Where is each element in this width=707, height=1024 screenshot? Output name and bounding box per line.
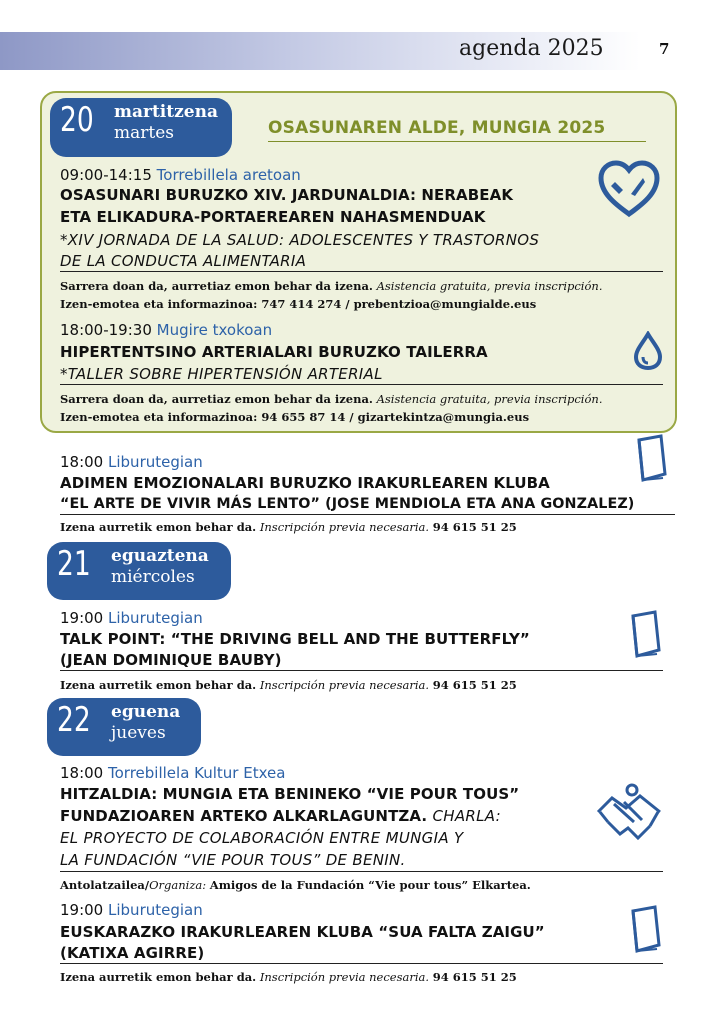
event-title: HITZALDIA: MUNGIA ETA BENINEKO “VIE POUR TOUS” bbox=[60, 785, 520, 803]
event-title: FUNDAZIOAREN ARTEKO ALKARLAGUNTZA. CHARLA: bbox=[60, 807, 501, 825]
event-subtitle: *TALLER SOBRE HIPERTENSIÓN ARTERIAL bbox=[60, 365, 383, 383]
series-underline bbox=[268, 141, 646, 142]
book-icon bbox=[633, 434, 669, 484]
page-number: 7 bbox=[659, 40, 670, 58]
event-title: HIPERTENTSINO ARTERIALARI BURUZKO TAILERRA bbox=[60, 343, 488, 361]
day-name-eu: martitzena bbox=[114, 102, 218, 122]
event-place: Liburutegian bbox=[108, 609, 203, 627]
event-time: 19:00 Liburutegian bbox=[60, 901, 203, 919]
event-title: OSASUNARI BURUZKO XIV. JARDUNALDIA: NERABEAK bbox=[60, 186, 514, 204]
series-title: OSASUNAREN ALDE, MUNGIA 2025 bbox=[268, 118, 606, 138]
day-name-es: miércoles bbox=[111, 567, 195, 587]
day-name-es: jueves bbox=[111, 723, 166, 743]
day-name-es: martes bbox=[114, 123, 174, 143]
event-place: Liburutegian bbox=[108, 453, 203, 471]
event-time: 18:00 Torrebillela Kultur Etxea bbox=[60, 764, 286, 782]
event-place: Torrebillela aretoan bbox=[156, 166, 301, 184]
event-title: TALK POINT: “THE DRIVING BELL AND THE BUTTERFLY” bbox=[60, 630, 530, 648]
day-number: 21 bbox=[57, 544, 91, 584]
divider bbox=[60, 384, 663, 385]
handshake-icon bbox=[594, 782, 664, 848]
day-name-eu: eguaztena bbox=[111, 546, 209, 566]
day-badge-22 bbox=[47, 698, 201, 756]
divider bbox=[60, 670, 663, 671]
event-note: Izena aurretik emon behar da. Inscripción previa necesaria. 94 615 51 25 bbox=[60, 520, 517, 534]
event-subtitle: DE LA CONDUCTA ALIMENTARIA bbox=[60, 252, 307, 270]
book-icon bbox=[627, 610, 663, 660]
event-title: EUSKARAZKO IRAKURLEAREN KLUBA “SUA FALTA ZAIGU” bbox=[60, 923, 545, 941]
event-title: ADIMEN EMOZIONALARI BURUZKO IRAKURLEAREN KLUBA bbox=[60, 474, 550, 492]
event-place: Liburutegian bbox=[108, 901, 203, 919]
event-title: ETA ELIKADURA-PORTAEREAREN NAHASMENDUAK bbox=[60, 208, 486, 226]
event-subtitle: LA FUNDACIÓN “VIE POUR TOUS” DE BENIN. bbox=[60, 851, 406, 869]
page-header-title: agenda 2025 bbox=[459, 36, 604, 61]
divider bbox=[60, 871, 663, 872]
book-icon bbox=[627, 905, 663, 955]
event-time: 18:00 Liburutegian bbox=[60, 453, 203, 471]
day-number: 22 bbox=[57, 700, 91, 740]
event-subtitle: EL PROYECTO DE COLABORACIÓN ENTRE MUNGIA Y bbox=[60, 829, 464, 847]
event-place: Torrebillela Kultur Etxea bbox=[108, 764, 286, 782]
event-note: Sarrera doan da, aurretiaz emon behar da izena. Asistencia gratuita, previa inscripción. bbox=[60, 392, 603, 406]
event-note: Sarrera doan da, aurretiaz emon behar da izena. Asistencia gratuita, previa inscripción. bbox=[60, 279, 603, 293]
event-time: 09:00-14:15 Torrebillela aretoan bbox=[60, 166, 301, 184]
event-contact: Izen-emotea eta informazinoa: 747 414 274 / prebentzioa@mungialde.eus bbox=[60, 297, 537, 311]
event-title: (JEAN DOMINIQUE BAUBY) bbox=[60, 651, 282, 669]
divider bbox=[60, 514, 675, 515]
divider bbox=[60, 271, 663, 272]
event-time: 19:00 Liburutegian bbox=[60, 609, 203, 627]
day-number: 20 bbox=[60, 100, 94, 140]
event-subtitle: *XIV JORNADA DE LA SALUD: ADOLESCENTES Y TRASTORNOS bbox=[60, 231, 540, 249]
event-title: (KATIXA AGIRRE) bbox=[60, 944, 205, 962]
event-organizer: Antolatzailea/Organiza: Amigos de la Fundación “Vie pour tous” Elkartea. bbox=[60, 878, 531, 892]
heart-fork-knife-icon bbox=[597, 160, 661, 218]
event-place: Mugire txokoan bbox=[156, 321, 273, 339]
day-badge-20 bbox=[50, 98, 232, 157]
event-note: Izena aurretik emon behar da. Inscripción previa necesaria. 94 615 51 25 bbox=[60, 970, 517, 984]
event-time: 18:00-19:30 Mugire txokoan bbox=[60, 321, 273, 339]
day-badge-21 bbox=[47, 542, 231, 600]
divider bbox=[60, 963, 663, 964]
event-note: Izena aurretik emon behar da. Inscripción previa necesaria. 94 615 51 25 bbox=[60, 678, 517, 692]
day-name-eu: eguena bbox=[111, 702, 181, 722]
event-title: “EL ARTE DE VIVIR MÁS LENTO” (JOSE MENDIOLA ETA ANA GONZALEZ) bbox=[60, 496, 635, 512]
blood-drop-icon bbox=[631, 331, 665, 371]
event-contact: Izen-emotea eta informazinoa: 94 655 87 14 / gizartekintza@mungia.eus bbox=[60, 410, 530, 424]
